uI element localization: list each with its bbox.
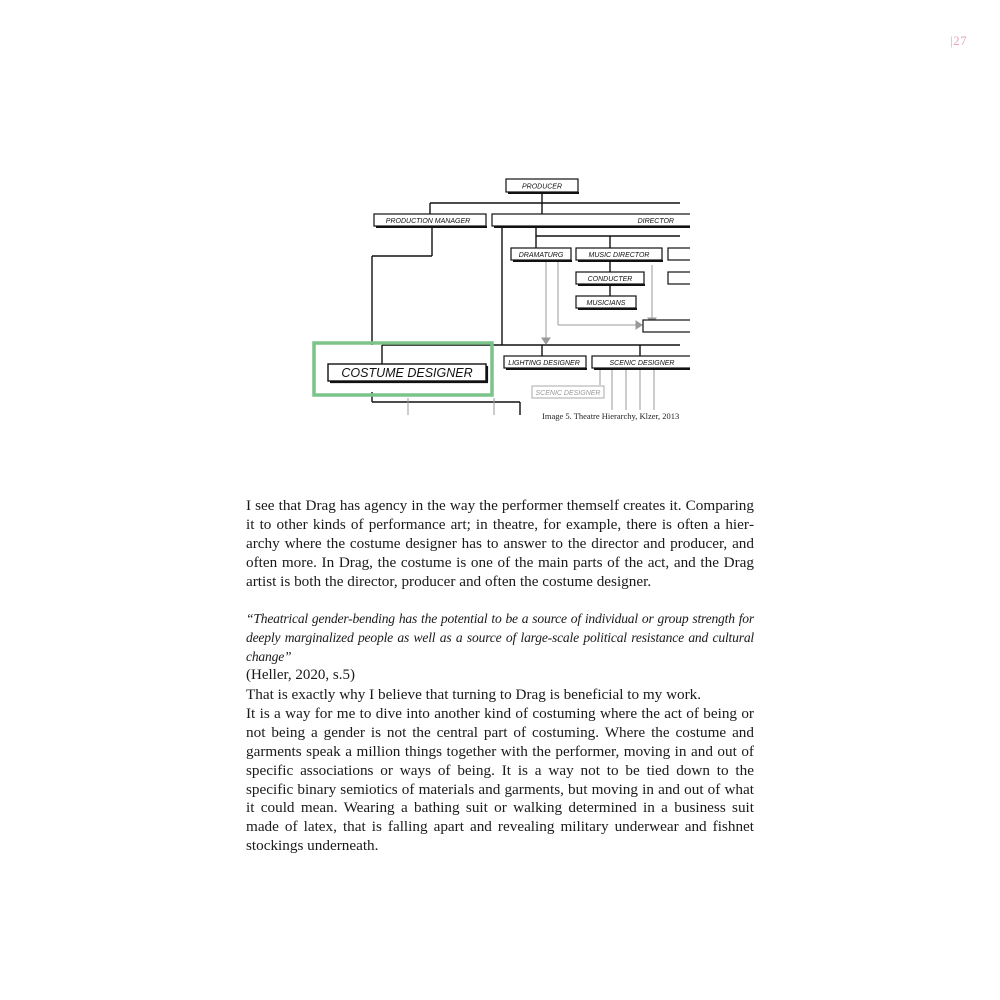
paragraph-intro: I see that Drag has agency in the way the performer themself creates it. Comparing it to other kinds of performance art; in theatre, for example, there is often a hierarchy where the costume designer has to answer to the director and producer, and often more. In Drag, the costume is one of the main parts of the act, and the Drag artist is both the director, producer and often the costume designer.	[246, 497, 754, 590]
node-dramaturg	[511, 248, 572, 261]
node-conductor	[576, 272, 645, 285]
node-unlabeled-right-3	[643, 320, 690, 332]
dramaturg-label: DRAMATURG	[518, 252, 564, 259]
node-lighting-designer	[504, 356, 587, 369]
paragraph-conclusion	[246, 686, 754, 856]
node-unlabeled-right-2	[668, 272, 690, 284]
quote-text: “Theatrical gender-bending has the potential to be a source of individual or group strength for deeply marginalized people as well as a source of large-scale political resistance and cultural change”	[246, 611, 754, 664]
lighting-designer-label: LIGHTING DESIGNER	[508, 360, 580, 367]
node-musicians	[576, 296, 637, 309]
node-scenic-designer	[592, 356, 690, 369]
figure-caption: Image 5. Theatre Hierarchy, Klzer, 2013	[542, 411, 680, 421]
page-number: |27	[950, 33, 968, 48]
node-scenic-designer-assistant	[532, 386, 604, 398]
producer-label: PRODUCER	[521, 183, 563, 191]
node-production-manager	[374, 214, 487, 227]
node-costume-designer	[328, 364, 488, 382]
block-quote	[246, 609, 754, 685]
production-manager-label: PRODUCTION MANAGER	[385, 218, 471, 225]
node-producer	[506, 179, 579, 193]
musicians-label: MUSICIANS	[586, 300, 626, 307]
node-unlabeled-right-1	[668, 248, 690, 260]
theatre-hierarchy-figure	[300, 170, 690, 430]
scenic-designer-assistant-label: SCENIC DESIGNER	[535, 390, 601, 397]
music-director-label: MUSIC DIRECTOR	[588, 252, 650, 259]
scenic-designer-label: SCENIC DESIGNER	[609, 360, 675, 367]
node-director	[492, 214, 690, 227]
costume-designer-label: COSTUME DESIGNER	[341, 366, 473, 380]
conductor-label: CONDUCTER	[587, 276, 633, 283]
paragraph-conclusion-body: It is a way for me to dive into another kind of costuming where the act of being or not being a gender is not the central part of costuming. Where the costume and garments speak a million things together with the performer, moving in and out of specific associations or ways of being. It is a way not to be tied down to the specific binary semiotics of materials and garments, but moving in and out of what it could mean. Wearing a bathing suit or walking determined in a business suit made of latex, that is falling apart and revealing military underwear and fishnet stockings underneath.	[246, 704, 754, 855]
quote-citation: (Heller, 2020, s.5)	[246, 667, 355, 683]
node-music-director	[576, 248, 663, 261]
paragraph-conclusion-lead: That is exactly why I believe that turning to Drag is beneficial to my work.	[246, 686, 702, 703]
director-label: DIRECTOR	[637, 218, 674, 225]
org-chart	[300, 170, 690, 430]
